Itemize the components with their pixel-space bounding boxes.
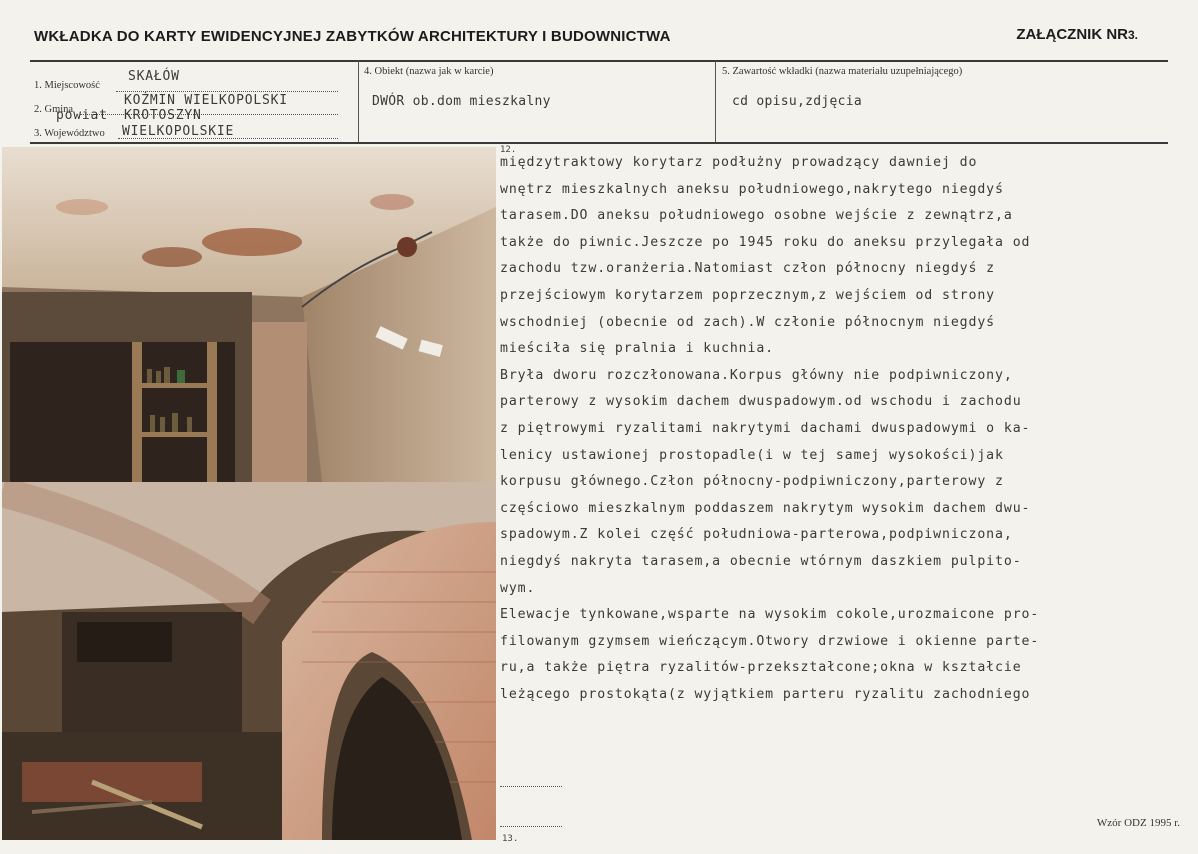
document-title: WKŁADKA DO KARTY EWIDENCYJNEJ ZABYTKÓW ARCHITEKTURY I BUDOWNICTWA (34, 28, 671, 45)
cellar-photo-upper (2, 147, 496, 482)
text-line: Elewacje tynkowane,wsparte na wysokim cokole,urozmaicone pro- (500, 607, 1040, 623)
text-line: wschodniej (obecnie od zach).W członie północnym niegdyś (500, 314, 996, 330)
form-template-note: Wzór ODZ 1995 r. (1096, 817, 1180, 829)
top-rule (30, 60, 1168, 62)
obiekt-value: DWÓR ob.dom mieszkalny (372, 94, 551, 109)
text-line: przejściowym korytarzem poprzecznym,z wejściem od strony (500, 287, 996, 303)
text-line: tarasem.DO aneksu południowego osobne wejście z zewnątrz,a (500, 208, 1013, 224)
page-mark-bottom: 13. (502, 834, 519, 844)
text-line: leżącego prostokąta(z wyjątkiem parteru ryzalitu zachodniego (500, 686, 1031, 702)
gmina-value: KOŹMIN WIELKOPOLSKI (124, 93, 288, 108)
description-text (500, 150, 1130, 708)
text-line: także do piwnic.Jeszcze po 1945 roku do aneksu przylegała od (500, 234, 1031, 250)
page-mark-top: 12. (500, 145, 517, 155)
trailing-dots-1 (500, 786, 562, 787)
cellar-photo-lower (2, 482, 496, 840)
wojewodztwo-label: 3. Województwo (34, 128, 105, 139)
powiat-label: powiat (56, 108, 108, 123)
text-line: międzytraktowy korytarz podłużny prowadzący dawniej do (500, 155, 978, 170)
text-line: wnętrz mieszkalnych aneksu południowego,nakrytego niegdyś (500, 181, 1004, 197)
column-divider-2 (715, 61, 716, 143)
text-line: wym. (500, 580, 536, 596)
obiekt-label: 4. Obiekt (nazwa jak w karcie) (364, 66, 494, 77)
cellar-photo-upper-image (2, 147, 496, 482)
annex-label-text: ZAŁĄCZNIK NR (1016, 26, 1128, 43)
text-line: korpusu głównego.Człon północny-podpiwniczony,parterowy z (500, 474, 1004, 490)
text-line: parterowy z wysokim dachem dwuspadowym.od wschodu i zachodu (500, 394, 1022, 410)
miejscowosc-dots (116, 91, 338, 92)
zawartosc-value: cd opisu,zdjęcia (732, 94, 863, 109)
gmina-dots (80, 114, 338, 115)
annex-number: 3. (1127, 28, 1138, 42)
text-line: Bryła dworu rozczłonowana.Korpus główny nie podpiwniczony, (500, 367, 1013, 383)
text-line: filowanym gzymsem wieńczącym.Otwory drzwiowe i okienne parte- (500, 633, 1040, 649)
column-divider-1 (358, 61, 359, 143)
cellar-photo-lower-image (2, 482, 496, 840)
miejscowosc-value: SKAŁÓW (128, 69, 180, 84)
text-line: niegdyś nakryta tarasem,a obecnie wtórnym daszkiem pulpito- (500, 553, 1022, 569)
text-line: ru,a także piętra ryzalitów-przekształcone;okna w kształcie (500, 660, 1022, 676)
text-line: mieściła się pralnia i kuchnia. (500, 341, 775, 357)
zawartosc-label: 5. Zawartość wkładki (nazwa materiału uzupełniającego) (722, 66, 963, 77)
gmina-label: 2. Gmina (34, 104, 74, 115)
text-line: zachodu tzw.oranżeria.Natomiast człon północny niegdyś z (500, 261, 996, 277)
powiat-value: KROTOSZYN (124, 108, 202, 123)
wojewodztwo-value: WIELKOPOLSKIE (122, 124, 235, 139)
text-line: lenicy ustawionej prostopadle(i w tej samej wysokości)jak (500, 447, 1004, 463)
mid-rule (30, 142, 1168, 144)
miejscowosc-label: 1. Miejscowość (34, 80, 100, 91)
text-line: częściowo mieszkalnym poddaszem nakrytym wysokim dachem dwu- (500, 500, 1031, 516)
text-line: z piętrowymi ryzalitami nakrytymi dachami dwuspadowymi o ka- (500, 420, 1031, 436)
annex-label (1016, 26, 1138, 43)
photo-column (2, 147, 496, 840)
text-line: spadowym.Z kolei część południowa-parterowa,podpiwniczona, (500, 527, 1013, 543)
trailing-dots-2 (500, 826, 562, 827)
